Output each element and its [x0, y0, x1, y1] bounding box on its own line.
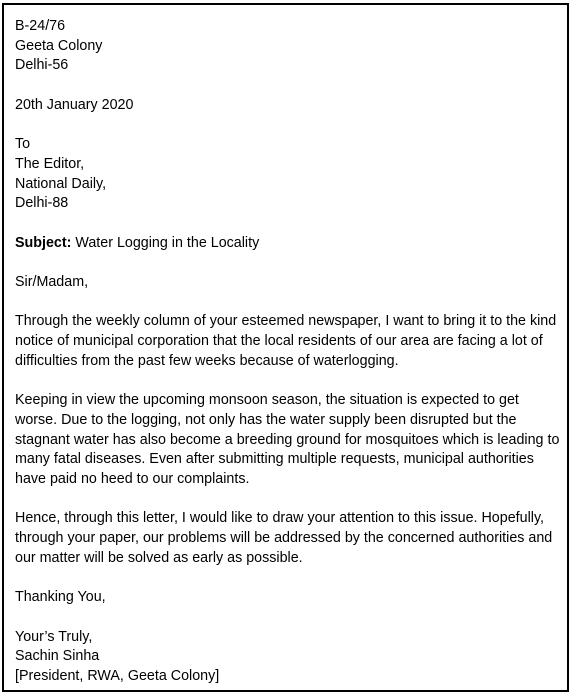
- paragraph-line: many fatal diseases. Even after submitting multiple requests, municipal authorities: [15, 451, 534, 468]
- recipient-line: To: [15, 136, 31, 153]
- letter-body: [15, 17, 567, 687]
- closing: Thanking You,: [15, 589, 106, 606]
- paragraph-line: have paid no heed to our complaints.: [15, 471, 250, 488]
- sender-address-line: B-24/76: [15, 18, 66, 34]
- subject-line: [15, 234, 567, 254]
- paragraph-line: notice of municipal corporation that the local residents of our area are facing a lot of: [15, 333, 543, 350]
- letter-frame: [2, 3, 569, 692]
- subject-text: Water Logging in the Locality: [71, 234, 260, 251]
- recipient-address: [15, 135, 567, 214]
- recipient-line: The Editor,: [15, 155, 85, 172]
- sender-address-line: Delhi-56: [15, 57, 69, 74]
- recipient-line: Delhi-88: [15, 195, 69, 212]
- signer-title: [President, RWA, Geeta Colony]: [15, 668, 220, 685]
- signoff: [15, 628, 567, 687]
- subject-label: Subject:: [15, 234, 72, 251]
- body-paragraph-1: [15, 312, 567, 371]
- salutation: Sir/Madam,: [15, 274, 89, 291]
- paragraph-line: Through the weekly column of your esteemed newspaper, I want to bring it to the kind: [15, 313, 557, 330]
- paragraph-line: stagnant water has also become a breeding ground for mosquitoes which is leading to: [15, 431, 560, 448]
- body-paragraph-3: [15, 509, 567, 568]
- paragraph-line: Keeping in view the upcoming monsoon season, the situation is expected to get: [15, 392, 519, 409]
- paragraph-line: difficulties from the past few weeks because of waterlogging.: [15, 352, 399, 369]
- recipient-line: National Daily,: [15, 175, 107, 192]
- sender-address-line: Geeta Colony: [15, 37, 103, 54]
- paragraph-line: through your paper, our problems will be addressed by the concerned authorities and: [15, 530, 553, 547]
- signer-name: Sachin Sinha: [15, 648, 100, 665]
- paragraph-line: worse. Due to the logging, not only has the water supply been disrupted but the: [15, 411, 517, 428]
- paragraph-line: Hence, through this letter, I would like to draw your attention to this issue. Hopefully,: [15, 510, 544, 527]
- signoff-line: Your’s Truly,: [15, 628, 93, 645]
- paragraph-line: our matter will be solved as early as possible.: [15, 549, 303, 566]
- sender-address: [15, 17, 567, 76]
- body-paragraph-2: [15, 391, 567, 490]
- letter-date: 20th January 2020: [15, 96, 134, 113]
